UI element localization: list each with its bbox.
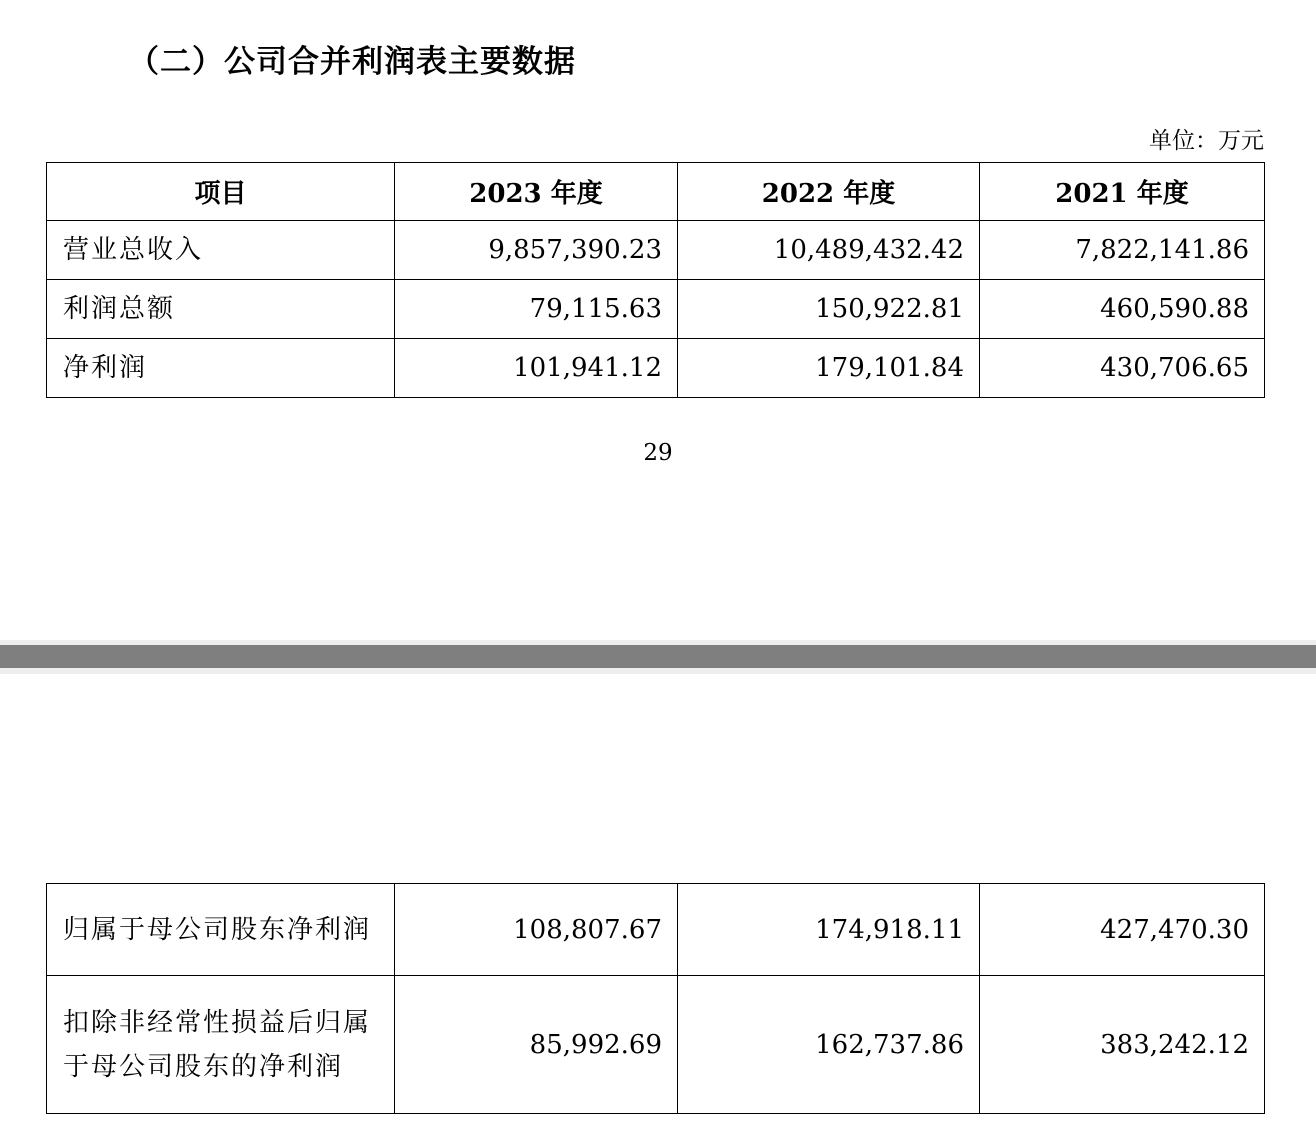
table-row (47, 976, 1265, 1114)
cell-value: 79,115.63 (395, 280, 678, 339)
cell-value: 108,807.67 (395, 884, 678, 976)
cell-value: 179,101.84 (678, 339, 980, 398)
income-statement-table-continued (46, 883, 1265, 1114)
table-row (47, 280, 1265, 339)
row-label: 净利润 (47, 339, 395, 398)
cell-value: 150,922.81 (678, 280, 980, 339)
table-row (47, 339, 1265, 398)
cell-value: 101,941.12 (395, 339, 678, 398)
income-statement-table (46, 162, 1265, 398)
cell-value: 460,590.88 (980, 280, 1265, 339)
page-separator (0, 640, 1316, 674)
table-row (47, 221, 1265, 280)
cell-value: 174,918.11 (678, 884, 980, 976)
row-label: 扣除非经常性损益后归属于母公司股东的净利润 (47, 976, 395, 1114)
header-item: 项目 (47, 163, 395, 221)
row-label: 营业总收入 (47, 221, 395, 280)
header-2022: 2022 年度 (678, 163, 980, 221)
cell-value: 383,242.12 (980, 976, 1265, 1114)
section-heading: （二）公司合并利润表主要数据 (128, 44, 576, 80)
table-header-row (47, 163, 1265, 221)
header-2023: 2023 年度 (395, 163, 678, 221)
cell-value: 162,737.86 (678, 976, 980, 1114)
page-number: 29 (643, 440, 673, 466)
header-2021: 2021 年度 (980, 163, 1265, 221)
row-label: 归属于母公司股东净利润 (47, 884, 395, 976)
cell-value: 10,489,432.42 (678, 221, 980, 280)
cell-value: 9,857,390.23 (395, 221, 678, 280)
unit-label: 单位：万元 (1149, 128, 1264, 154)
cell-value: 427,470.30 (980, 884, 1265, 976)
cell-value: 7,822,141.86 (980, 221, 1265, 280)
cell-value: 430,706.65 (980, 339, 1265, 398)
cell-value: 85,992.69 (395, 976, 678, 1114)
row-label: 利润总额 (47, 280, 395, 339)
table-row (47, 884, 1265, 976)
